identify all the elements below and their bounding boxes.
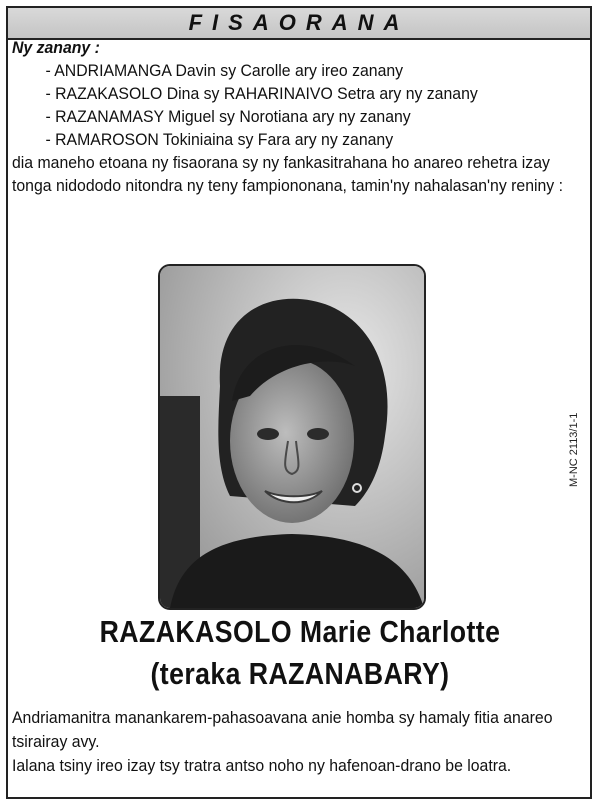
list-item: - RAZAKASOLO Dina sy RAHARINAIVO Setra ary ny zanany	[45, 84, 478, 103]
portrait-image	[160, 266, 424, 608]
blessing-text: Andriamanitra manankarem-pahasoavana anie homba sy hamaly fitia anareo tsirairay avy.	[12, 708, 553, 751]
portrait-photo	[158, 264, 426, 610]
children-heading: Ny zanany :	[12, 38, 100, 57]
apology-text: Ialana tsiny ireo izay tsy tratra antso noho ny hafenoan-drano be loatra.	[12, 756, 512, 775]
list-item: - RAMAROSON Tokiniaina sy Fara ary ny zanany	[45, 130, 394, 149]
intro-section	[12, 36, 563, 197]
family-list	[12, 59, 535, 151]
thanks-paragraph: dia maneho etoana ny fisaorana sy ny fankasitrahana ho anareo rehetra izay tonga nidododo nitondra ny teny fampiononana, tamin'ny nahalasan'ny reniny :	[12, 153, 563, 195]
notice-title: FISAORANA	[188, 10, 410, 35]
list-item: - RAZANAMASY Miguel sy Norotiana ary ny zanany	[45, 107, 411, 126]
list-item: - ANDRIAMANGA Davin sy Carolle ary ireo zanany	[45, 61, 404, 80]
closing-section	[12, 706, 570, 778]
maiden-name: (teraka RAZANABARY)	[150, 656, 450, 691]
ad-reference-code: M-NC 2113/1-1	[568, 412, 580, 487]
deceased-name: RAZAKASOLO Marie Charlotte	[99, 614, 501, 649]
